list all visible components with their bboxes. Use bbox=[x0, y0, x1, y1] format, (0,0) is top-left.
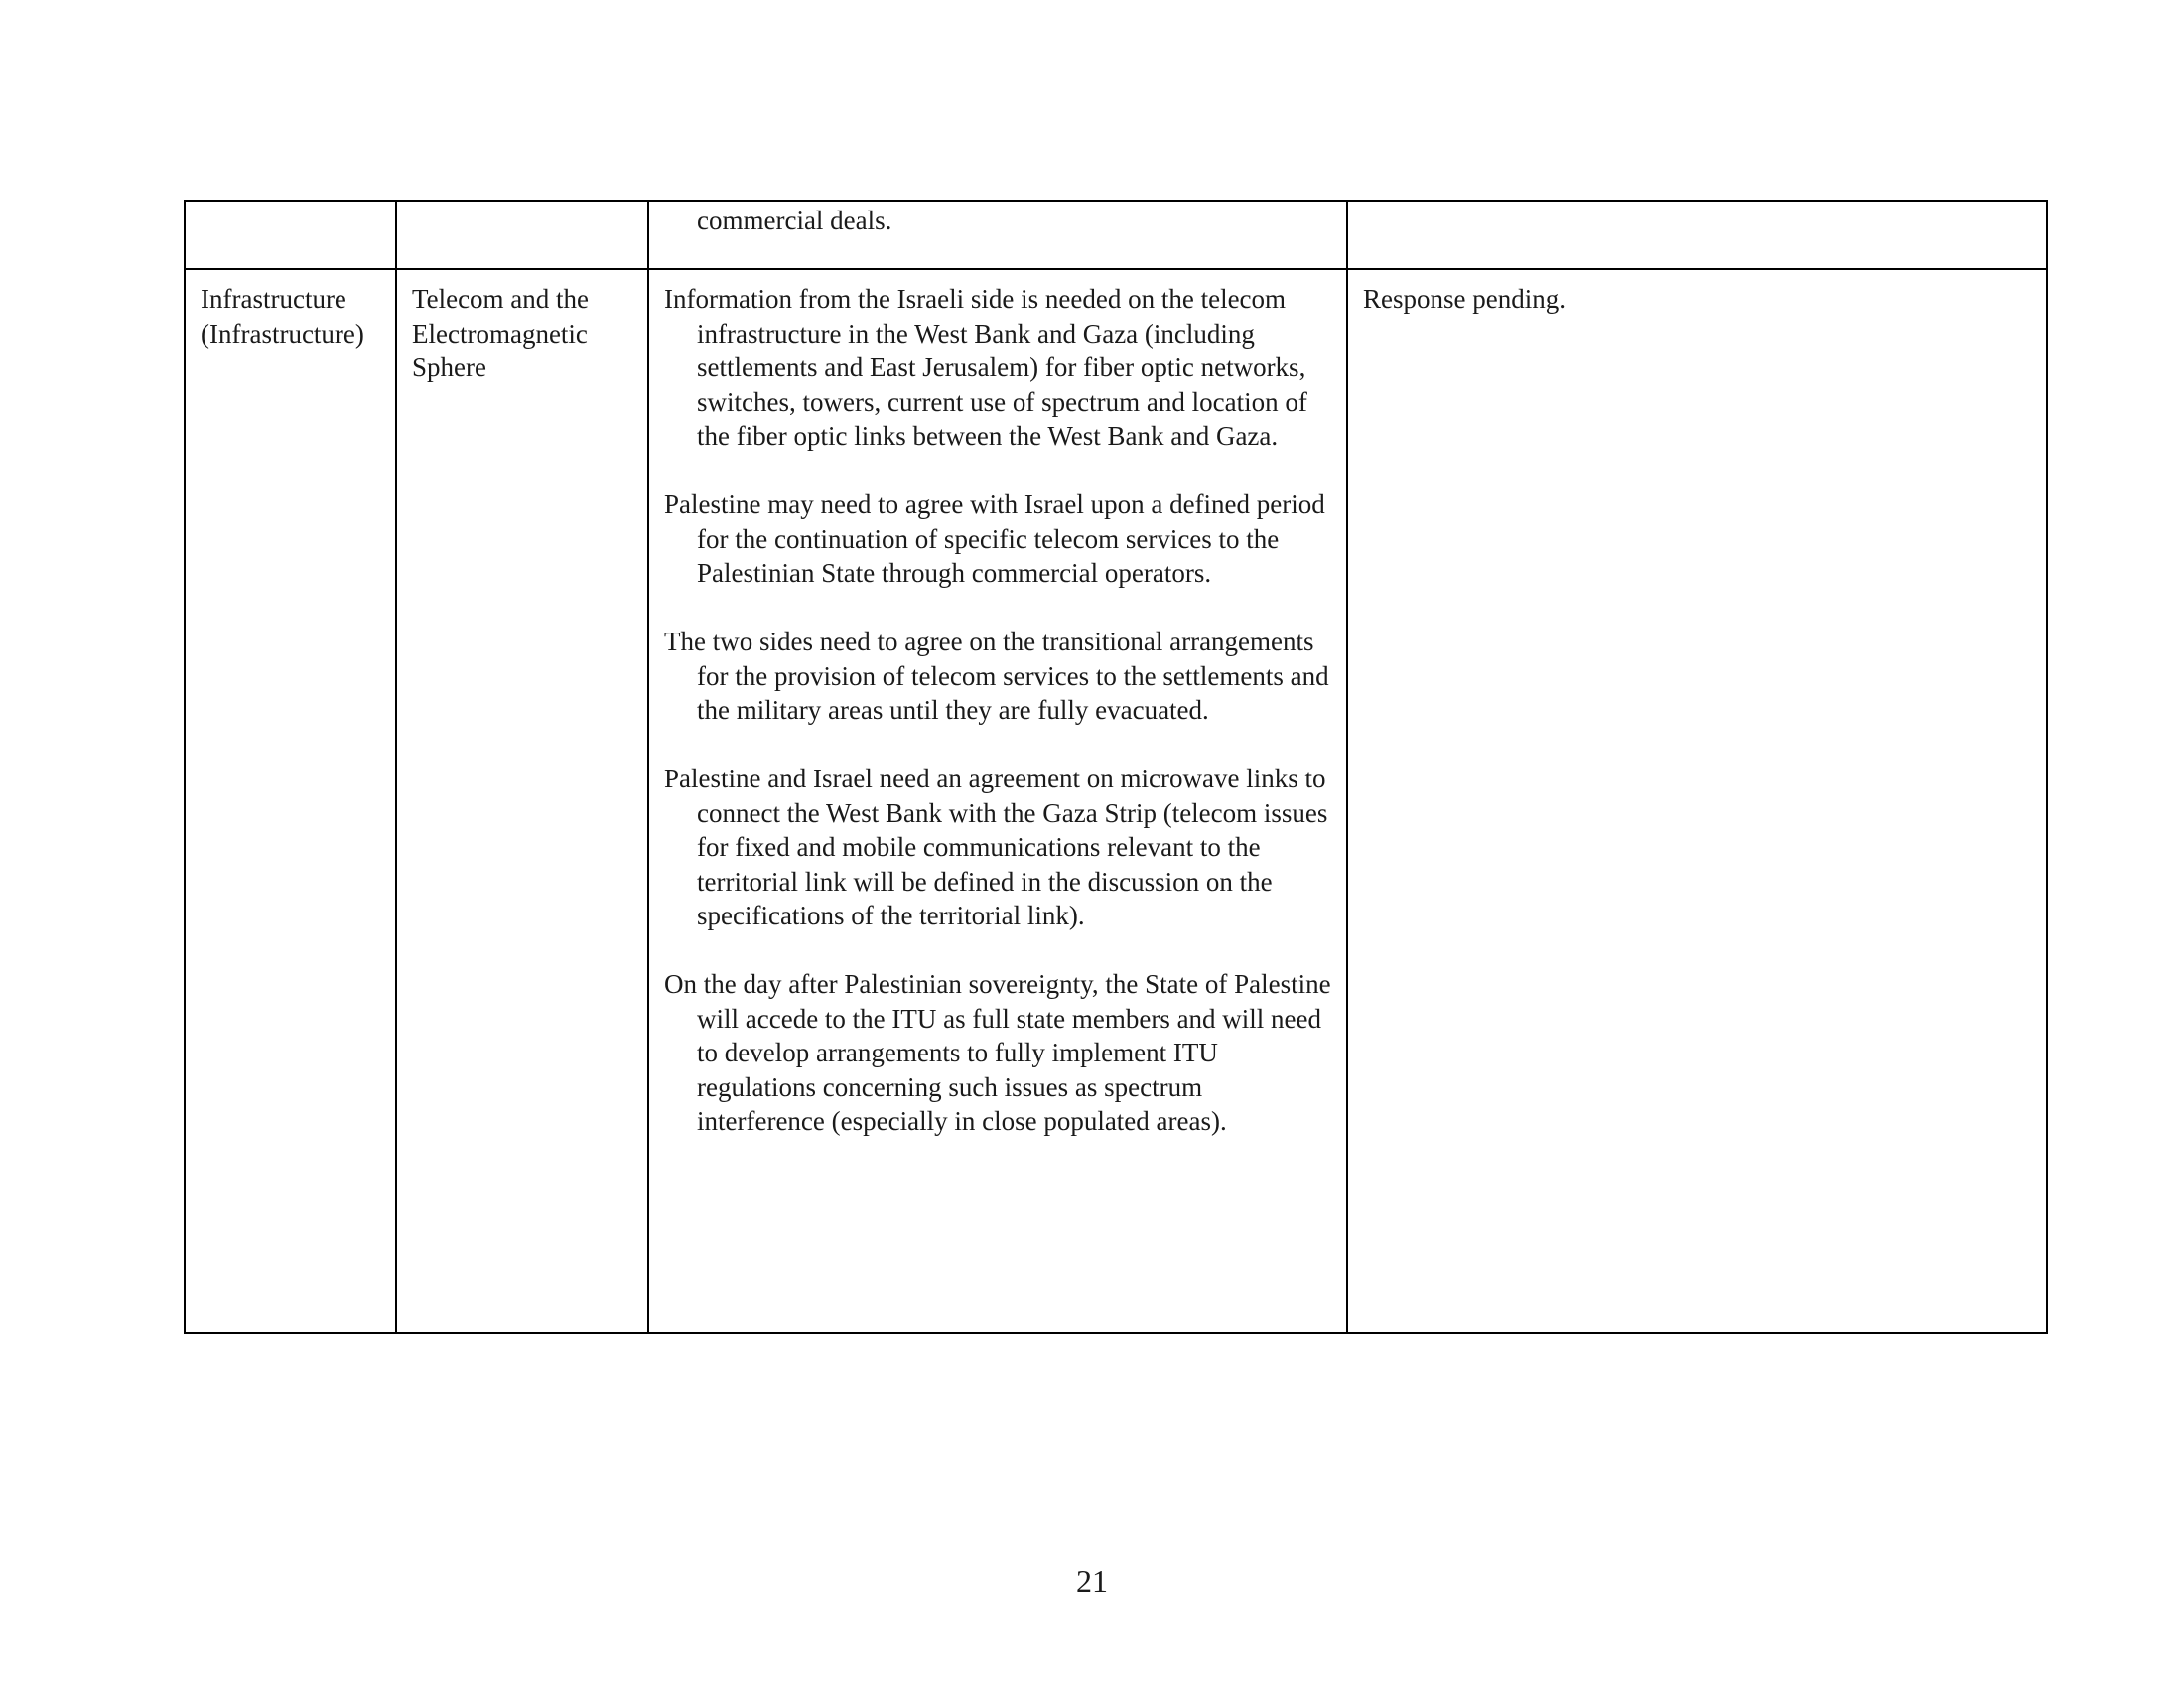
table-row bbox=[185, 201, 2047, 269]
detail-paragraph: The two sides need to agree on the transitional arrangements for the provision of telecom services to the settlements and the military areas until they are fully evacuated. bbox=[664, 627, 1329, 725]
table-cell-details bbox=[648, 269, 1347, 1333]
detail-paragraph: Palestine may need to agree with Israel upon a defined period for the continuation of specific telecom services to the Palestinian State through commercial operators. bbox=[664, 490, 1325, 588]
detail-paragraph: Information from the Israeli side is needed on the telecom infrastructure in the West Bank and Gaza (including settlements and East Jerusalem) for fiber optic networks, switches, towers, current use of spectrum and location of the fiber optic links between the West Bank and Gaza. bbox=[664, 284, 1307, 451]
table-cell-response bbox=[1347, 269, 2047, 1333]
table-cell-topic-empty bbox=[396, 201, 648, 269]
category-text: Infrastructure (Infrastructure) bbox=[201, 284, 364, 349]
page-number: 21 bbox=[1076, 1563, 1108, 1599]
table-cell-response-empty bbox=[1347, 201, 2047, 269]
table-cell-topic bbox=[396, 269, 648, 1333]
detail-paragraph: Palestine and Israel need an agreement on microwave links to connect the West Bank with the Gaza Strip (telecom issues for fixed and mobile communications relevant to the territorial link will be defined in the discussion on the specifications of the territorial link). bbox=[664, 764, 1328, 930]
detail-paragraph: On the day after Palestinian sovereignty, the State of Palestine will accede to the ITU as full state members and will need to develop arrangements to fully implement ITU regulations concerning such issues as spectrum interference (especially in close populated areas). bbox=[664, 969, 1331, 1136]
continuation-text: commercial deals. bbox=[697, 206, 892, 235]
table-cell-category-empty bbox=[185, 201, 396, 269]
document-table bbox=[184, 200, 2048, 1334]
table-cell-details bbox=[648, 201, 1347, 269]
table-cell-category bbox=[185, 269, 396, 1333]
table-row bbox=[185, 269, 2047, 1333]
response-text: Response pending. bbox=[1363, 284, 1566, 314]
topic-text: Telecom and the Electromagnetic Sphere bbox=[412, 284, 590, 382]
